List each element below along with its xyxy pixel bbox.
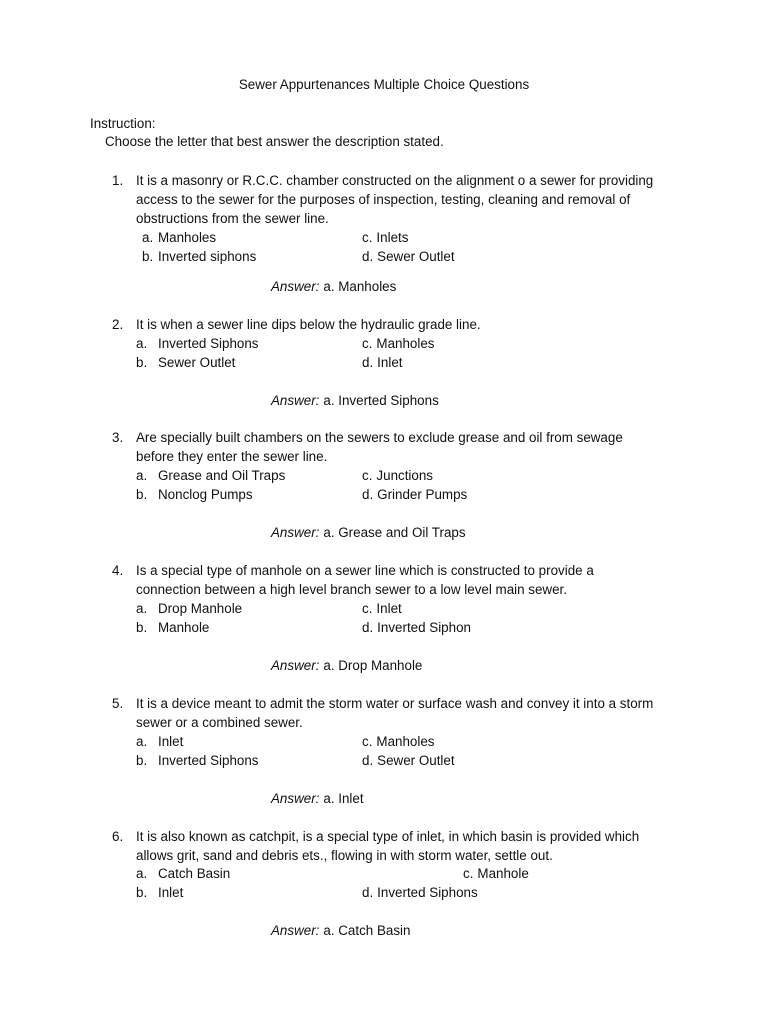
option-a	[136, 466, 285, 485]
option-text: Sewer Outlet	[377, 753, 455, 768]
option-d	[362, 751, 455, 770]
question-number: 4.	[112, 563, 124, 578]
answer-label: Answer:	[271, 393, 320, 408]
option-text: Nonclog Pumps	[158, 487, 253, 502]
option-letter: b.	[136, 487, 148, 502]
answer-label: Answer:	[271, 791, 320, 806]
option-letter: b.	[136, 885, 148, 900]
option-text: Sewer Outlet	[158, 355, 236, 370]
option-a	[136, 732, 183, 751]
option-letter: d.	[362, 249, 374, 264]
option-text: Manhole	[477, 866, 529, 881]
option-letter: c.	[362, 230, 373, 245]
instruction-text: Choose the letter that best answer the description stated.	[105, 134, 444, 149]
option-letter: c.	[362, 336, 373, 351]
answer-value: a. Grease and Oil Traps	[323, 525, 466, 540]
option-letter: b.	[142, 249, 154, 264]
option-text: Manhole	[158, 620, 210, 635]
instruction-label: Instruction:	[90, 116, 156, 131]
answer-value: a. Catch Basin	[323, 923, 411, 938]
option-letter: b.	[136, 753, 148, 768]
answer-line	[271, 391, 439, 410]
option-letter: c.	[362, 734, 373, 749]
option-text: Manholes	[376, 336, 435, 351]
option-letter: c.	[463, 866, 474, 881]
option-letter: d.	[362, 885, 374, 900]
option-text: Inlet	[377, 355, 403, 370]
option-b	[136, 618, 209, 637]
option-text: Inlets	[376, 230, 409, 245]
option-text: Inverted siphons	[158, 249, 257, 264]
option-text: Sewer Outlet	[377, 249, 455, 264]
option-text: Grease and Oil Traps	[158, 468, 286, 483]
option-letter: c.	[362, 468, 373, 483]
answer-line	[271, 523, 466, 542]
option-letter: b.	[136, 620, 148, 635]
option-letter: d.	[362, 487, 374, 502]
question-text	[136, 827, 681, 865]
question-number: 5.	[112, 696, 124, 711]
option-text: Manholes	[158, 230, 217, 245]
question-text-line: allows grit, sand and debris ets., flowing in with storm water, settle out.	[136, 848, 553, 863]
answer-value: a. Manholes	[323, 279, 397, 294]
option-text: Manholes	[376, 734, 435, 749]
option-a	[136, 599, 242, 618]
question-text-line: It is a masonry or R.C.C. chamber constructed on the alignment o a sewer for providing	[136, 173, 654, 188]
option-b	[136, 883, 183, 902]
option-b	[136, 353, 235, 372]
question-text-line: before they enter the sewer line.	[136, 449, 328, 464]
option-d	[362, 618, 471, 637]
option-a	[136, 864, 230, 883]
option-letter: d.	[362, 355, 374, 370]
option-text: Inverted Siphons	[158, 336, 259, 351]
option-text: Drop Manhole	[158, 601, 243, 616]
option-letter: a.	[136, 734, 148, 749]
answer-label: Answer:	[271, 279, 320, 294]
option-text: Inverted Siphon	[377, 620, 471, 635]
question-text-line: Is a special type of manhole on a sewer line which is constructed to provide a	[136, 563, 594, 578]
option-text: Inverted Siphons	[158, 753, 259, 768]
option-b	[142, 247, 256, 266]
option-b	[136, 751, 259, 770]
option-text: Inlet	[158, 734, 184, 749]
option-text: Inlet	[376, 601, 402, 616]
answer-line	[271, 789, 364, 808]
question-text	[136, 315, 681, 334]
question-text-line: It is a device meant to admit the storm water or surface wash and convey it into a storm	[136, 696, 654, 711]
option-b	[136, 485, 253, 504]
question-number: 3.	[112, 430, 124, 445]
answer-line	[271, 921, 410, 940]
option-letter: a.	[136, 866, 148, 881]
option-text: Inverted Siphons	[377, 885, 478, 900]
answer-label: Answer:	[271, 658, 320, 673]
option-c	[362, 466, 433, 485]
question-text-line: Are specially built chambers on the sewers to exclude grease and oil from sewage	[136, 430, 623, 445]
option-d	[362, 353, 402, 372]
question-text-line: obstructions from the sewer line.	[136, 211, 329, 226]
option-c	[362, 732, 434, 751]
question-number: 1.	[112, 173, 124, 188]
option-a	[136, 334, 259, 353]
option-d	[362, 485, 467, 504]
option-c	[463, 864, 529, 883]
option-a	[142, 228, 216, 247]
answer-line	[271, 277, 396, 296]
question-text	[136, 428, 681, 466]
option-c	[362, 599, 402, 618]
option-letter: a.	[136, 336, 148, 351]
question-text-line: sewer or a combined sewer.	[136, 715, 303, 730]
answer-label: Answer:	[271, 525, 320, 540]
answer-label: Answer:	[271, 923, 320, 938]
question-text-line: connection between a high level branch sewer to a low level main sewer.	[136, 582, 567, 597]
answer-value: a. Inlet	[323, 791, 364, 806]
question-text-line: access to the sewer for the purposes of inspection, testing, cleaning and removal of	[136, 192, 631, 207]
option-letter: a.	[136, 468, 148, 483]
answer-value: a. Drop Manhole	[323, 658, 423, 673]
option-letter: c.	[362, 601, 373, 616]
question-number: 2.	[112, 317, 124, 332]
option-text: Junctions	[376, 468, 433, 483]
question-text-line: It is also known as catchpit, is a special type of inlet, in which basin is provided which	[136, 829, 640, 844]
option-letter: b.	[136, 355, 148, 370]
option-letter: d.	[362, 620, 374, 635]
question-text-line: It is when a sewer line dips below the hydraulic grade line.	[136, 317, 481, 332]
answer-value: a. Inverted Siphons	[323, 393, 439, 408]
option-d	[362, 247, 455, 266]
option-d	[362, 883, 478, 902]
option-text: Inlet	[158, 885, 184, 900]
question-text	[136, 171, 681, 228]
option-c	[362, 334, 434, 353]
question-text	[136, 561, 681, 599]
question-number: 6.	[112, 829, 124, 844]
option-letter: a.	[142, 230, 154, 245]
option-letter: a.	[136, 601, 148, 616]
option-text: Grinder Pumps	[377, 487, 468, 502]
answer-line	[271, 656, 422, 675]
option-text: Catch Basin	[158, 866, 231, 881]
option-c	[362, 228, 408, 247]
question-text	[136, 694, 681, 732]
document-title: Sewer Appurtenances Multiple Choice Questions	[238, 77, 530, 92]
option-letter: d.	[362, 753, 374, 768]
